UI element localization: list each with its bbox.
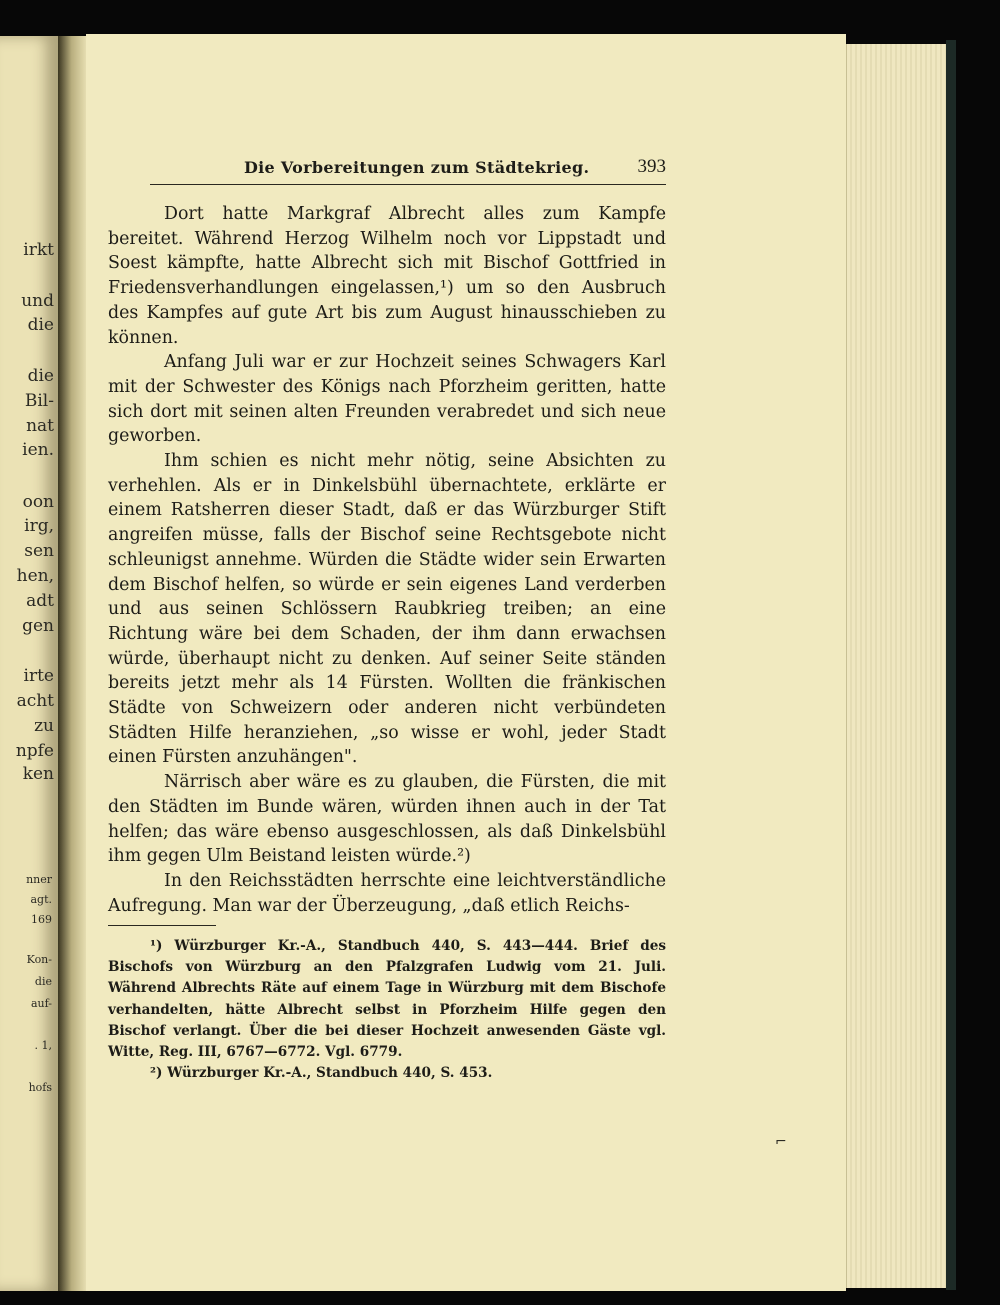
left-page-fragment: ken <box>22 764 54 784</box>
left-page-fragment: . 1, <box>34 1039 52 1052</box>
page-edges <box>846 44 947 1288</box>
left-page-fragment: die <box>34 975 52 988</box>
paragraph: In den Reichsstädten herrschte eine leichtverständliche Aufregung. Man war der Überzeugung, „daß etlich Reichs- <box>108 870 666 916</box>
left-page-fragment: agt. <box>30 893 52 906</box>
page-mark: ⌐ <box>775 1134 787 1150</box>
left-page-fragment: zu <box>34 716 54 736</box>
book-cover-edge <box>946 40 956 1290</box>
left-page-fragment: oon <box>22 492 54 512</box>
page-number: 393 <box>637 156 666 177</box>
footnote: ¹) Würzburger Kr.-A., Standbuch 440, S. 443—444. Brief des Bischofs von Würzburg an den Pfalzgrafen Ludwig vom 21. Juli. Während Albrechts Räte auf einem Tage in Würzburg mit dem Bischofe verhandelten, hätte Albrecht selbst in Pforzheim Hilfe gegen den Bischof verlangt. Über die bei dieser Hochzeit anwesenden Gäste vgl. Witte, Reg. III, 6767—6772. Vgl. 6779. <box>108 938 666 1061</box>
paragraph: Ihm schien es nicht mehr nötig, seine Absichten zu verhehlen. Als er in Dinkelsbühl übernachtete, erklärte er einem Ratsherren dieser Stadt, daß er das Würzburger Stift angreifen müsse, falls der Bischof seine Rechtsgebote nicht schleunigst annehme. Würden die Städte wider sein Erwarten dem Bischof helfen, so würde er sein eigenes Land verderben und aus seinen Schlössern Raubkrieg treiben; an eine Richtung wäre bei dem Schaden, der ihm dann erwachsen würde, überhaupt nicht zu denken. Auf seiner Seite ständen bereits jetzt mehr als 14 Fürsten. Wollten die fränkischen Städte von Schweizern oder anderen nicht verbündeten Städten Hilfe heranziehen, „so wisse er wohl, jeder Stadt einen Fürsten anzuhängen". <box>108 451 666 768</box>
left-page-fragment: nner <box>26 873 52 886</box>
left-page-fragment: Kon- <box>26 953 52 966</box>
left-page-fragment: hen, <box>16 566 54 586</box>
left-page-fragment: npfe <box>15 741 54 761</box>
left-page-fragment: nat <box>26 416 54 436</box>
footnote-rule <box>108 925 216 926</box>
footnotes <box>108 936 666 1084</box>
left-page-fragment: irte <box>23 666 54 686</box>
left-page-fragment: 169 <box>31 913 52 926</box>
book-gutter <box>58 36 88 1291</box>
left-page-fragment: die <box>27 366 54 386</box>
left-page-fragment: ien. <box>22 440 54 460</box>
left-page-fragment: acht <box>16 691 54 711</box>
left-page-fragment: auf- <box>30 997 52 1010</box>
left-page-fragment: die <box>27 315 54 335</box>
paragraph: Anfang Juli war er zur Hochzeit seines Schwagers Karl mit der Schwester des Königs nach Pforzheim geritten, hatte sich dort mit seinen alten Freunden verabredet und sich neue geworben. <box>108 352 666 447</box>
footnote: ²) Würzburger Kr.-A., Standbuch 440, S. 453. <box>150 1065 493 1082</box>
left-page-fragment: irg, <box>24 516 54 536</box>
left-page-fragment: irkt <box>23 240 54 260</box>
left-page-fragment: und <box>21 291 54 311</box>
running-title: Die Vorbereitungen zum Städtekrieg. <box>244 158 590 177</box>
paragraph: Dort hatte Markgraf Albrecht alles zum Kampfe bereitet. Während Herzog Wilhelm noch vor Lippstadt und Soest kämpfte, hatte Albrecht sich mit Bischof Gottfried in Friedensverhandlungen eingelassen,¹) um so den Ausbruch des Kampfes auf gute Art bis zum August hinausschieben zu können. <box>108 204 666 348</box>
body-text <box>108 202 666 918</box>
paragraph: Närrisch aber wäre es zu glauben, die Fürsten, die mit den Städten im Bunde wären, würden ihnen auch in der Tat helfen; das wäre ebenso ausgeschlossen, als daß Dinkelsbühl ihm gegen Ulm Beistand leisten würde.²) <box>108 772 666 867</box>
left-page-fragment: gen <box>22 616 54 636</box>
left-page-fragment: hofs <box>28 1081 52 1094</box>
left-facing-page <box>0 36 60 1291</box>
left-page-fragment: adt <box>26 591 54 611</box>
running-head <box>150 158 666 185</box>
left-page-fragment: sen <box>24 541 54 561</box>
left-page-fragment: Bil- <box>24 391 54 411</box>
